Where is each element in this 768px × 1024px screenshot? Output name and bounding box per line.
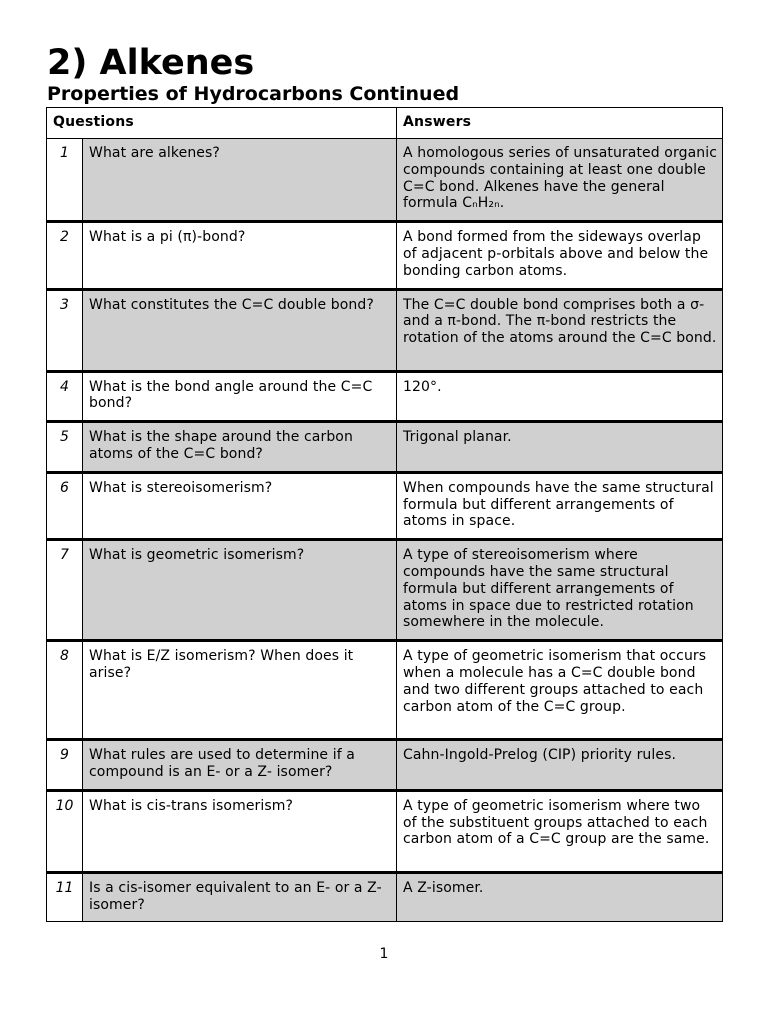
question-cell: Is a cis-isomer equivalent to an E- or a Z- isomer? — [83, 872, 397, 922]
table-row — [47, 422, 723, 473]
row-number: 11 — [47, 872, 83, 922]
row-number: 4 — [47, 371, 83, 422]
table-row — [47, 371, 723, 422]
table-row — [47, 540, 723, 641]
question-cell: What is a pi (π)-bond? — [83, 222, 397, 289]
answer-cell: A homologous series of unsaturated organic compounds containing at least one double C=C bond. Alkenes have the general formula CₙH₂ₙ. — [397, 139, 723, 222]
answer-cell: When compounds have the same structural formula but different arrangements of atoms in space. — [397, 472, 723, 539]
table-header-row — [47, 108, 723, 139]
table-row — [47, 641, 723, 740]
answer-cell: A type of stereoisomerism where compounds have the same structural formula but different arrangements of atoms in space due to restricted rotation somewhere in the molecule. — [397, 540, 723, 641]
answer-cell: A type of geometric isomerism that occurs when a molecule has a C=C double bond and two different groups attached to each carbon atom of the C=C group. — [397, 641, 723, 740]
answer-cell: A type of geometric isomerism where two of the substituent groups attached to each carbon atom of a C=C group are the same. — [397, 790, 723, 872]
answer-cell: A Z-isomer. — [397, 872, 723, 922]
question-cell: What constitutes the C=C double bond? — [83, 289, 397, 371]
page-number: 1 — [379, 946, 389, 962]
answer-cell: The C=C double bond comprises both a σ- and a π-bond. The π-bond restricts the rotation of the atoms around the C=C bond. — [397, 289, 723, 371]
question-cell: What are alkenes? — [83, 139, 397, 222]
row-number: 2 — [47, 222, 83, 289]
question-cell: What is cis-trans isomerism? — [83, 790, 397, 872]
answer-cell: Trigonal planar. — [397, 422, 723, 473]
page-title: 2) Alkenes — [47, 43, 255, 83]
qa-table — [46, 107, 723, 922]
table-row — [47, 872, 723, 922]
row-number: 8 — [47, 641, 83, 740]
row-number: 1 — [47, 139, 83, 222]
row-number: 6 — [47, 472, 83, 539]
table-row — [47, 222, 723, 289]
answer-cell: 120°. — [397, 371, 723, 422]
qa-table-body — [47, 139, 723, 922]
row-number: 7 — [47, 540, 83, 641]
row-number: 5 — [47, 422, 83, 473]
questions-header: Questions — [47, 108, 397, 139]
answers-header: Answers — [397, 108, 723, 139]
row-number: 9 — [47, 740, 83, 791]
question-cell: What is E/Z isomerism? When does it arise? — [83, 641, 397, 740]
table-row — [47, 740, 723, 791]
row-number: 3 — [47, 289, 83, 371]
answer-cell: A bond formed from the sideways overlap of adjacent p-orbitals above and below the bonding carbon atoms. — [397, 222, 723, 289]
answer-cell: Cahn-Ingold-Prelog (CIP) priority rules. — [397, 740, 723, 791]
table-row — [47, 289, 723, 371]
question-cell: What is stereoisomerism? — [83, 472, 397, 539]
table-row — [47, 139, 723, 222]
question-cell: What rules are used to determine if a compound is an E- or a Z- isomer? — [83, 740, 397, 791]
page-subtitle: Properties of Hydrocarbons Continued — [47, 83, 460, 105]
row-number: 10 — [47, 790, 83, 872]
question-cell: What is the shape around the carbon atoms of the C=C bond? — [83, 422, 397, 473]
question-cell: What is geometric isomerism? — [83, 540, 397, 641]
table-row — [47, 472, 723, 539]
table-row — [47, 790, 723, 872]
question-cell: What is the bond angle around the C=C bond? — [83, 371, 397, 422]
